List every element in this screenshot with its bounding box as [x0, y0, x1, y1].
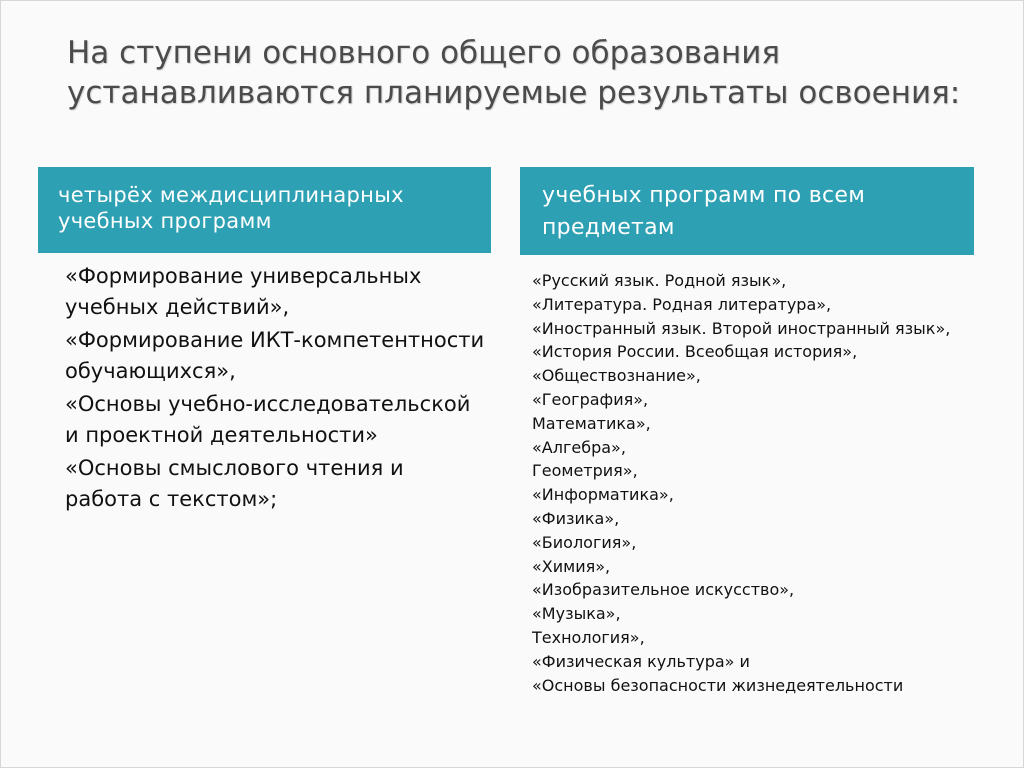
list-item: «Основы безопасности жизнедеятельности — [532, 675, 904, 695]
list-item: «Русский язык. Родной язык», — [532, 271, 787, 290]
list-item: «Основы учебно-исследовательской и проектной деятельности» — [65, 392, 471, 447]
interdisciplinary-programs-list — [65, 261, 485, 517]
list-item: «История России. Всеобщая история», — [532, 342, 858, 362]
list-item: «Изобразительное искусство», — [532, 580, 795, 600]
list-item: «Физическая культура» и — [532, 651, 750, 671]
list-item: «Алгебра», — [532, 437, 626, 457]
slide-title: На ступени основного общего образования устанавливаются планируемые результаты освоения: — [67, 35, 961, 111]
list-item: «Формирование универсальных учебных действий», — [65, 264, 422, 319]
subject-programs-list — [532, 269, 972, 697]
list-item: Математика», — [532, 413, 651, 433]
list-item: «Информатика», — [532, 485, 674, 505]
list-item: Технология», — [532, 627, 645, 647]
list-item: «Музыка», — [532, 604, 621, 624]
list-item: Геометрия», — [532, 461, 638, 481]
right-column-header: учебных программ по всем предметам — [520, 167, 974, 255]
list-item: «Формирование ИКТ-компетентности обучающихся», — [65, 328, 485, 383]
list-item: «Физика», — [532, 508, 620, 528]
list-item: «Основы смыслового чтения и работа с текстом»; — [65, 456, 404, 511]
list-item: «Биология», — [532, 532, 637, 552]
left-column-header: четырёх междисциплинарных учебных программ — [38, 167, 491, 253]
list-item: «Обществознание», — [532, 366, 701, 386]
list-item: «Химия», — [532, 556, 611, 576]
list-item: «Иностранный язык. Второй иностранный язык», — [532, 318, 951, 338]
list-item: «География», — [532, 389, 649, 409]
list-item: «Литература. Родная литература», — [532, 294, 832, 314]
